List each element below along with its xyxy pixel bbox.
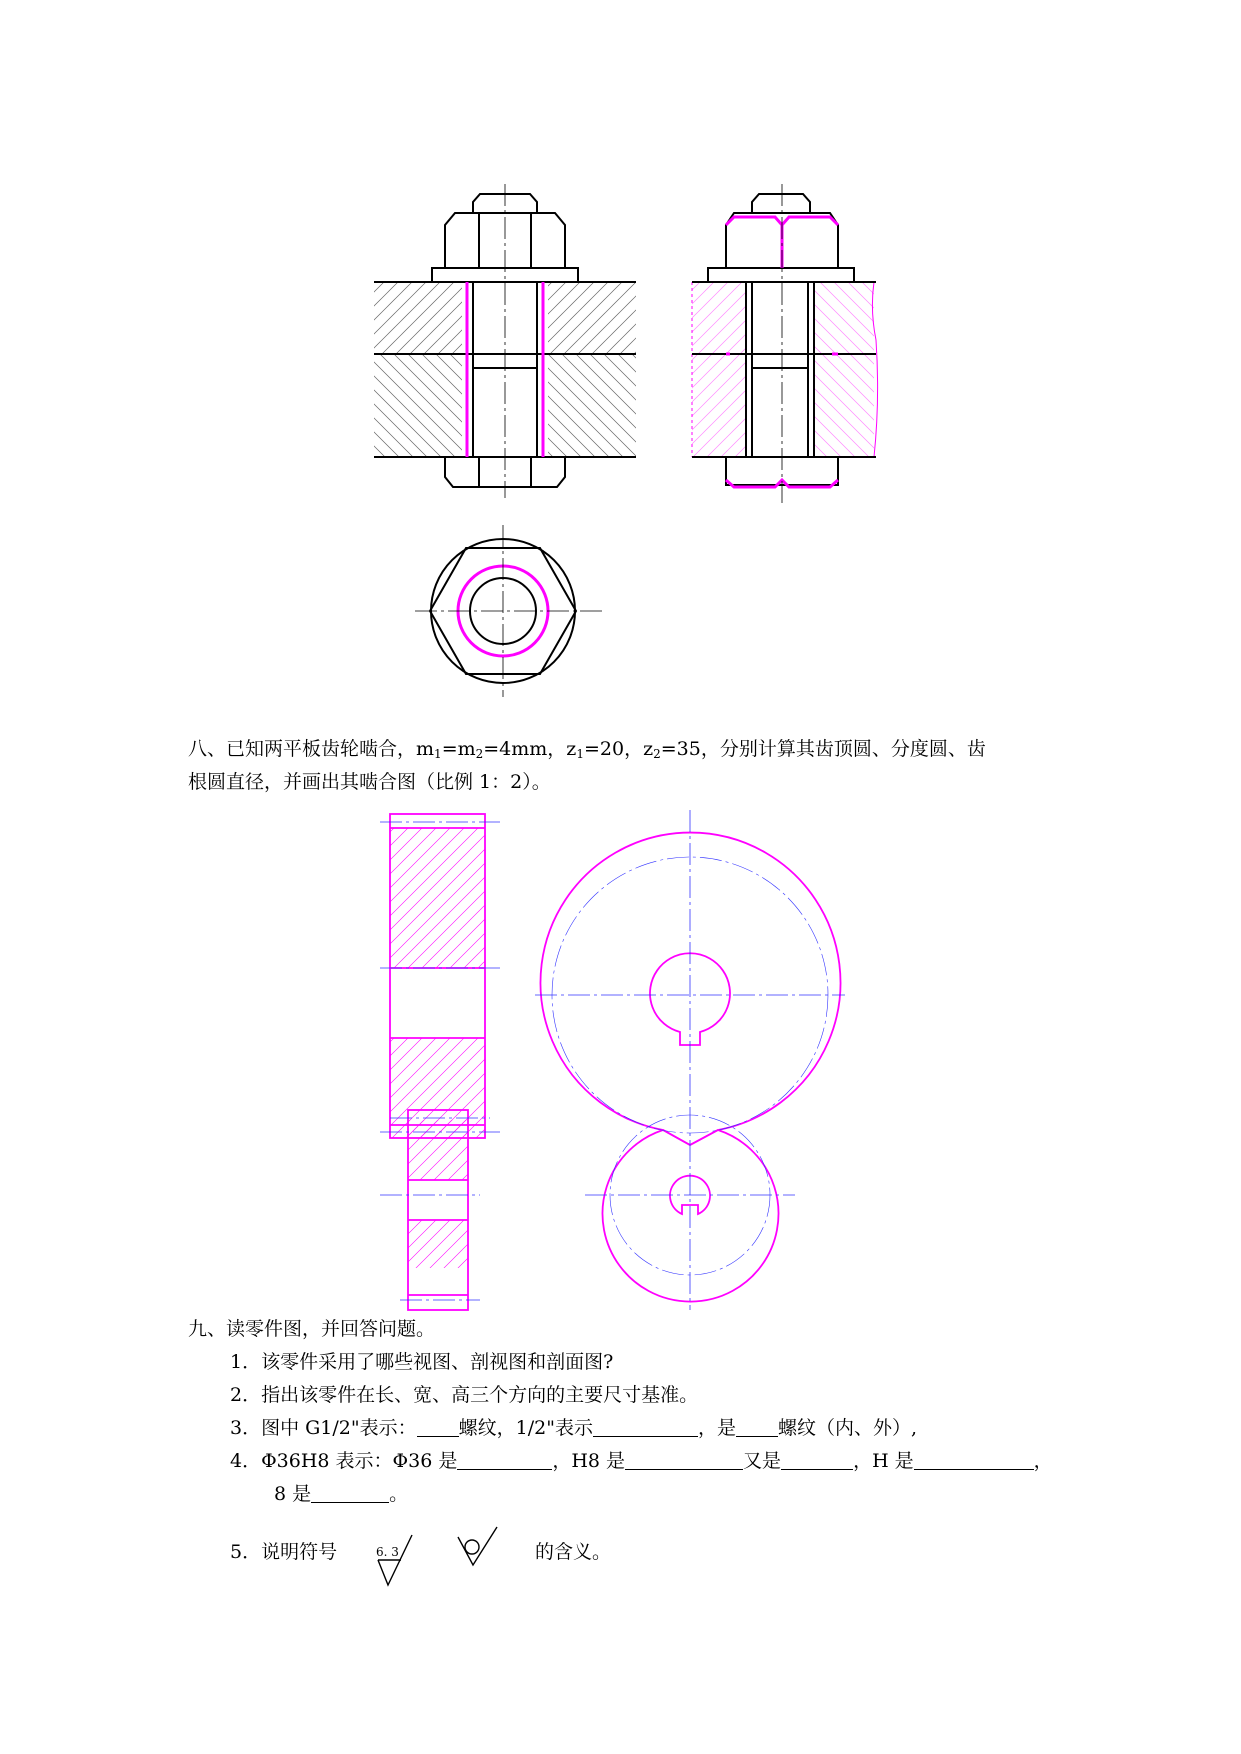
question-9-item-5-label: 5．说明符号 <box>230 1541 338 1563</box>
question-8-number: 八、 <box>188 738 227 760</box>
question-9-title: 九、读零件图，并回答问题。 <box>188 1318 436 1340</box>
answer-blank[interactable] <box>781 1452 853 1470</box>
surface-roughness-symbol <box>370 1530 430 1590</box>
roughness-value: 6. 3 <box>376 1545 399 1559</box>
bolt-connection-answer-view <box>690 180 910 520</box>
question-9-item-4: 4．Φ36H8 表示：Φ36 是 ，H8 是 又是 ，H 是 ， <box>230 1450 1053 1472</box>
bolt-connection-front-view <box>360 180 650 520</box>
answer-blank[interactable] <box>593 1419 698 1437</box>
answer-blank[interactable] <box>625 1452 743 1470</box>
gear-mesh-drawing <box>380 800 880 1300</box>
answer-blank[interactable] <box>457 1452 552 1470</box>
answer-blank[interactable] <box>736 1419 778 1437</box>
question-9-item-3: 3．图中 G1/2"表示： 螺纹，1/2"表示 ，是 螺纹（内、外）, <box>230 1417 918 1439</box>
answer-blank[interactable] <box>311 1485 389 1503</box>
question-9-item-2: 2．指出该零件在长、宽、高三个方向的主要尺寸基准。 <box>230 1384 699 1406</box>
answer-blank[interactable] <box>914 1452 1034 1470</box>
question-9-item-5-suffix: 的含义。 <box>535 1541 612 1563</box>
bolt-connection-top-view <box>410 520 610 700</box>
question-8-line-2: 根圆直径，并画出其啮合图（比例 1：2）。 <box>188 771 551 793</box>
question-9-item-4-continued: 8 是 。 <box>274 1483 409 1505</box>
answer-blank[interactable] <box>417 1419 459 1437</box>
surface-roughness-no-removal-symbol <box>455 1525 505 1575</box>
question-9-item-1: 1．该零件采用了哪些视图、剖视图和剖面图? <box>230 1351 614 1373</box>
question-8-line-1: 八、已知两平板齿轮啮合，$m_1=m_2=4mm$，$z_1=20$，$z_2=35$，分别计算其齿顶圆、分度圆、齿 <box>188 738 986 761</box>
